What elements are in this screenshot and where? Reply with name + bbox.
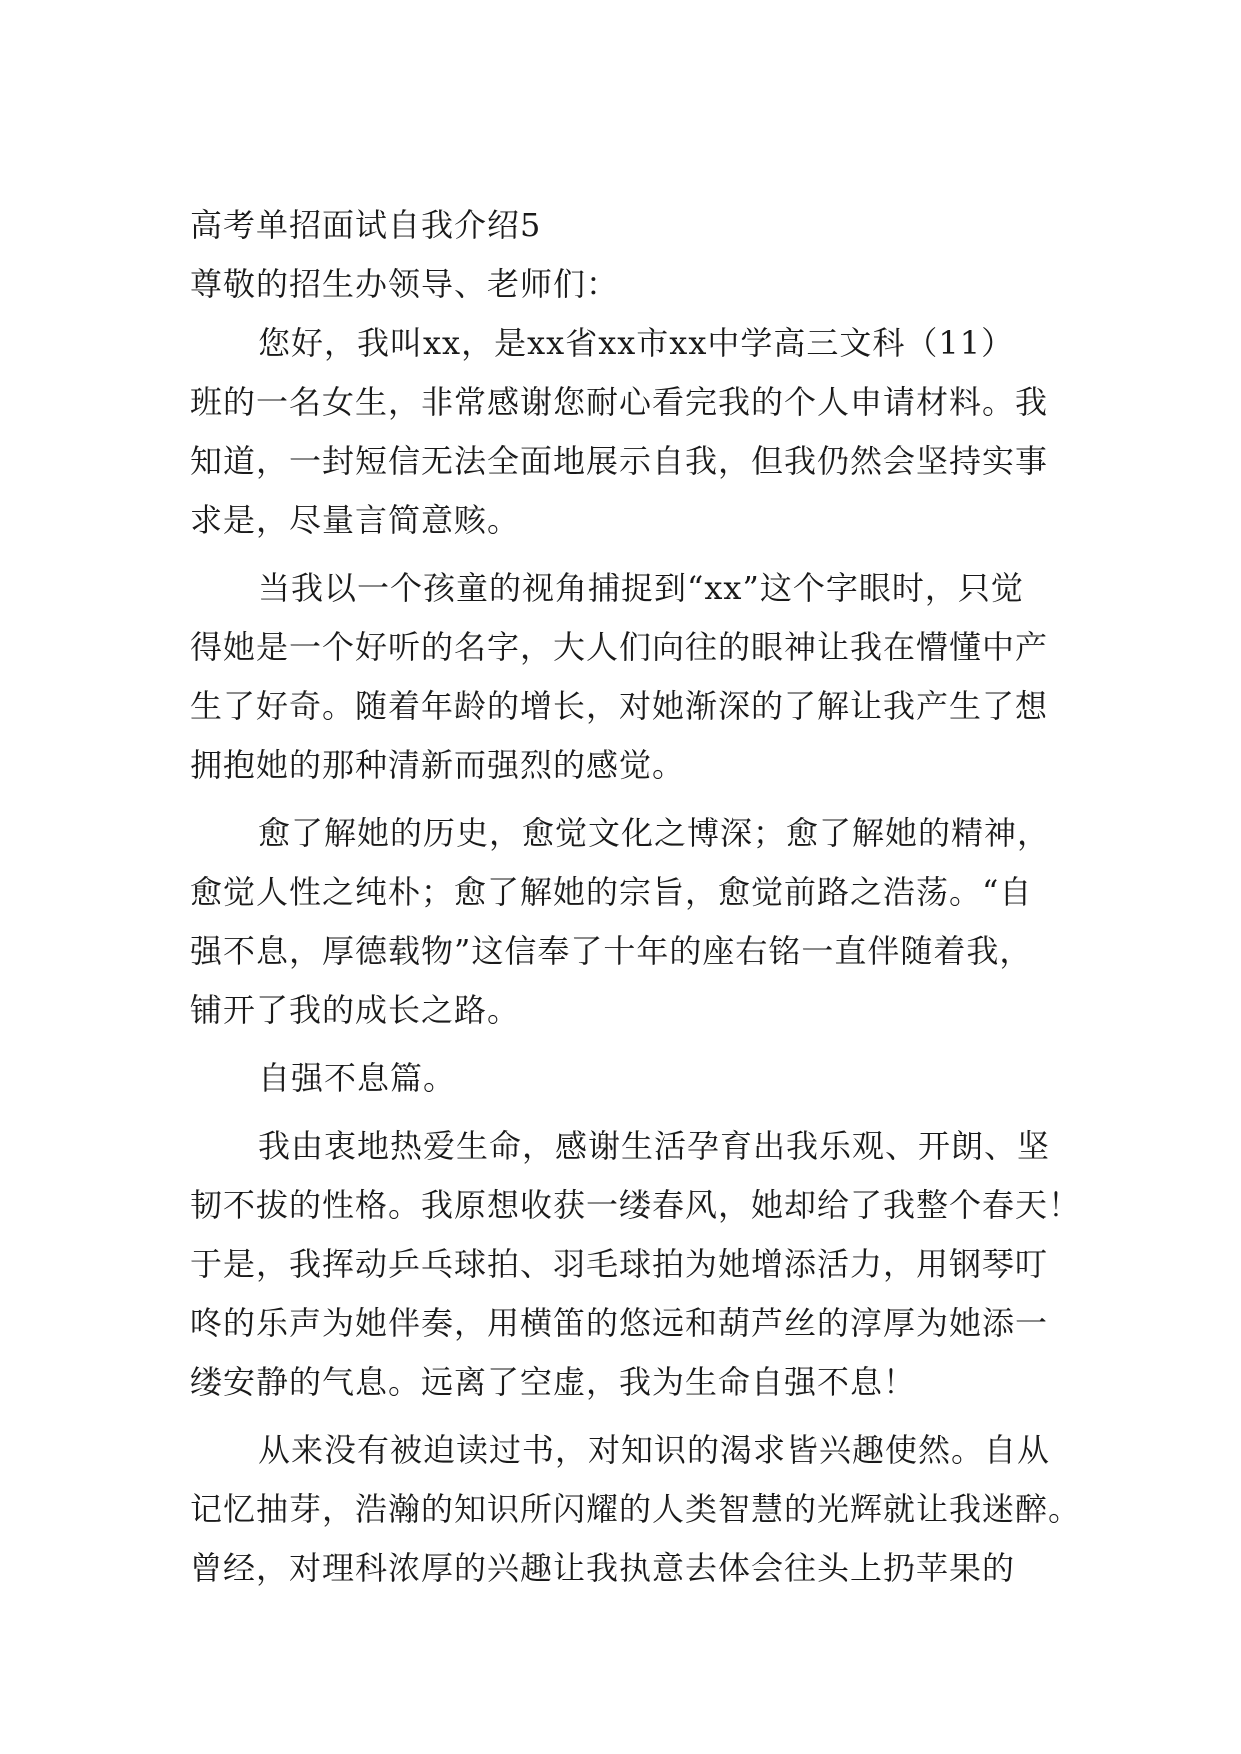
paragraph-line: 我由衷地热爱生命，感谢生活孕育出我乐观、开朗、坚	[258, 1127, 1051, 1165]
paragraph-line: 从来没有被迫读过书，对知识的渴求皆兴趣使然。自从	[258, 1431, 1051, 1469]
section-heading	[190, 1049, 1050, 1108]
paragraph-5	[190, 1117, 1082, 1412]
paragraph-line: 得她是一个好听的名字，大人们向往的眼神让我在懵懂中产	[190, 628, 1049, 666]
document-body	[190, 196, 1082, 1598]
paragraph-6	[190, 1421, 1082, 1598]
paragraph-spacing	[190, 1040, 1050, 1049]
paragraph-line: 咚的乐声为她伴奏，用横笛的悠远和葫芦丝的淳厚为她添一	[190, 1304, 1049, 1342]
paragraph-line: 曾经，对理科浓厚的兴趣让我执意去体会往头上扔苹果的	[190, 1549, 1016, 1587]
paragraph-line: 求是，尽量言简意赅。	[190, 501, 521, 539]
paragraph-line: 于是，我挥动乒乓球拍、羽毛球拍为她增添活力，用钢琴叮	[190, 1245, 1049, 1283]
paragraph-2	[190, 559, 1050, 795]
paragraph-line: 生了好奇。随着年龄的增长，对她渐深的了解让我产生了想	[190, 687, 1049, 725]
paragraph-line: 铺开了我的成长之路。	[190, 991, 521, 1029]
paragraph-line: 您好，我叫xx，是xx省xx市xx中学高三文科（11）	[258, 324, 1015, 362]
paragraph-spacing	[190, 1108, 1050, 1117]
paragraph-line: 知道，一封短信无法全面地展示自我，但我仍然会坚持实事	[190, 442, 1049, 480]
paragraph-line: 当我以一个孩童的视角捕捉到“xx”这个字眼时，只觉	[258, 569, 1024, 607]
paragraph-line: 韧不拔的性格。我原想收获一缕春风，她却给了我整个春天！	[190, 1186, 1082, 1224]
paragraph-line: 强不息，厚德载物”这信奉了十年的座右铭一直伴随着我，	[190, 932, 1033, 970]
paragraph-line: 拥抱她的那种清新而强烈的感觉。	[190, 746, 686, 784]
paragraph-line: 愈了解她的历史，愈觉文化之博深；愈了解她的精神，	[258, 814, 1051, 852]
paragraph-spacing	[190, 1412, 1050, 1421]
paragraph-3	[190, 804, 1050, 1040]
paragraph-line: 愈觉人性之纯朴；愈了解她的宗旨，愈觉前路之浩荡。“自	[190, 873, 1033, 911]
paragraph-line: 缕安静的气息。远离了空虚，我为生命自强不息！	[190, 1363, 917, 1401]
paragraph-line: 班的一名女生，非常感谢您耐心看完我的个人申请材料。我	[190, 383, 1049, 421]
paragraph-spacing	[190, 795, 1050, 804]
paragraph-1	[190, 314, 1050, 550]
paragraph-spacing	[190, 550, 1050, 559]
salutation: 尊敬的招生办领导、老师们：	[190, 265, 620, 303]
section-heading-text: 自强不息篇。	[258, 1059, 457, 1097]
document-title: 高考单招面试自我介绍5	[190, 206, 542, 244]
paragraph-line: 记忆抽芽，浩瀚的知识所闪耀的人类智慧的光辉就让我迷醉。	[190, 1490, 1082, 1528]
